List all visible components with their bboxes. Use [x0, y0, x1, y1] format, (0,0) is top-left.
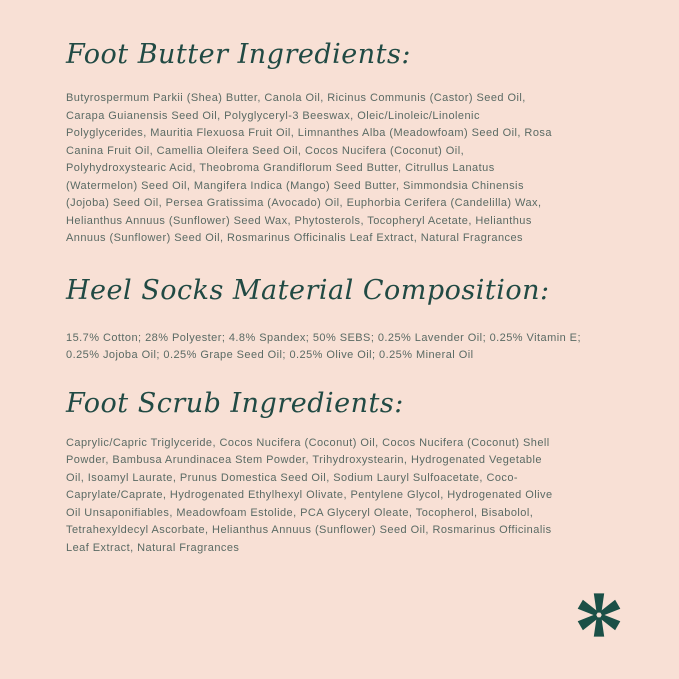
- foot-butter-ingredients: [66, 90, 631, 248]
- foot-butter-heading: Foot Butter Ingredients:: [66, 39, 411, 70]
- ingredient-line: Annuus (Sunflower) Seed Oil, Rosmarinus Officinalis Leaf Extract, Natural Fragrances: [66, 232, 523, 244]
- ingredient-line: Leaf Extract, Natural Fragrances: [66, 541, 240, 554]
- foot-scrub-heading: Foot Scrub Ingredients:: [66, 387, 404, 419]
- heel-socks-heading: Heel Socks Material Composition:: [66, 274, 550, 306]
- ingredient-line: Oil Unsaponifiables, Meadowfoam Estolide, PCA Glyceryl Oleate, Tocopherol, Bisabolol,: [66, 506, 534, 519]
- section-foot-scrub: [66, 383, 631, 558]
- ingredient-line: Caprylic/Capric Triglyceride, Cocos Nucifera (Coconut) Oil, Cocos Nucifera (Coconut) Shell: [66, 436, 550, 449]
- asterisk-icon: [575, 587, 623, 643]
- ingredient-line: Helianthus Annuus (Sunflower) Seed Wax, Phytosterols, Tocopheryl Acetate, Helianthus: [66, 214, 532, 227]
- section-heel-socks: [66, 270, 631, 365]
- section-foot-butter: [66, 34, 631, 248]
- ingredient-line: Powder, Bambusa Arundinacea Stem Powder, Trihydroxystearin, Hydrogenated Vegetable: [66, 454, 542, 466]
- ingredient-line: (Jojoba) Seed Oil, Persea Gratissima (Avocado) Oil, Euphorbia Cerifera (Candelilla) Wax,: [66, 197, 542, 209]
- ingredient-line: (Watermelon) Seed Oil, Mangifera Indica (Mango) Seed Butter, Simmondsia Chinensis: [66, 179, 524, 192]
- ingredient-line: Carapa Guianensis Seed Oil, Polyglyceryl-3 Beeswax, Oleic/Linoleic/Linolenic: [66, 109, 480, 122]
- ingredient-line: Oil, Isoamyl Laurate, Prunus Domestica Seed Oil, Sodium Lauryl Sulfoacetate, Coco-: [66, 471, 519, 484]
- heel-socks-composition: [66, 330, 631, 365]
- foot-scrub-ingredients: [66, 435, 631, 558]
- ingredient-line: Caprylate/Caprate, Hydrogenated Ethylhexyl Olivate, Pentylene Glycol, Hydrogenated Olive: [66, 489, 553, 501]
- composition-line: 15.7% Cotton; 28% Polyester; 4.8% Spandex; 50% SEBS; 0.25% Lavender Oil; 0.25% Vitamin E;: [66, 331, 581, 344]
- ingredient-line: Butyrospermum Parkii (Shea) Butter, Canola Oil, Ricinus Communis (Castor) Seed Oil,: [66, 92, 526, 104]
- ingredient-line: Polyglycerides, Mauritia Flexuosa Fruit Oil, Limnanthes Alba (Meadowfoam) Seed Oil, Rosa: [66, 127, 552, 139]
- ingredient-line: Tetrahexyldecyl Ascorbate, Helianthus Annuus (Sunflower) Seed Oil, Rosmarinus Officinalis: [66, 524, 552, 536]
- ingredient-line: Canina Fruit Oil, Camellia Oleifera Seed Oil, Cocos Nucifera (Coconut) Oil,: [66, 144, 465, 157]
- composition-line: 0.25% Jojoba Oil; 0.25% Grape Seed Oil; 0.25% Olive Oil; 0.25% Mineral Oil: [66, 349, 474, 361]
- ingredient-line: Polyhydroxystearic Acid, Theobroma Grandiflorum Seed Butter, Citrullus Lanatus: [66, 162, 495, 174]
